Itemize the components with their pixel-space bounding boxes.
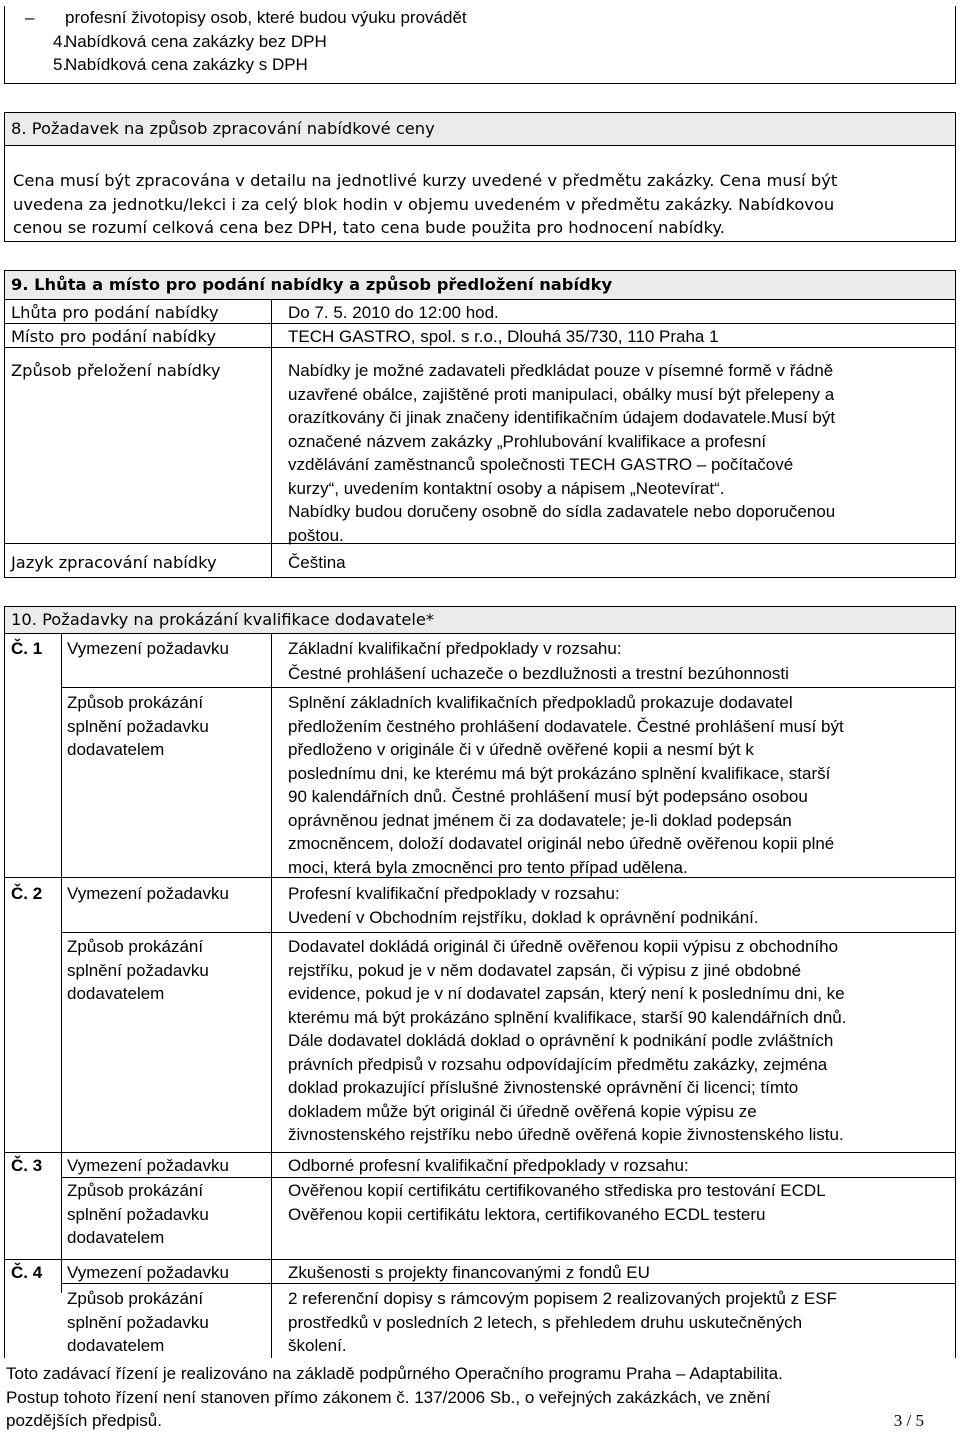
page-footer: Toto zadávací řízení je realizováno na základě podpůrného Operačního programu Praha – Adaptabilita. Postup tohoto řízení není stanoven přímo zákonem č. 137/2006 Sb., o veřejných zakázkách, ve znění pozdějších předpisů. xyxy=(6,1364,783,1430)
method-label-2: Způsob prokázání splnění požadavku dodavatelem xyxy=(67,937,209,1003)
page-number: 3 / 5 xyxy=(893,1411,924,1430)
section-10-heading: 10. Požadavky na prokázání kvalifikace dodavatele* xyxy=(11,610,435,629)
requirement-text-1: Základní kvalifikační předpoklady v rozsahu: Čestné prohlášení uchazeče o bezdlužnosti a trestní bezúhonnosti xyxy=(288,639,789,683)
language-value: Čeština xyxy=(288,553,346,572)
requirement-label-4: Vymezení požadavku xyxy=(67,1263,229,1282)
section-9-heading: 9. Lhůta a místo pro podání nabídky a způsob předložení nabídky xyxy=(11,275,613,294)
requirement-text-2: Profesní kvalifikační předpoklady v rozsahu: Uvedení v Obchodním rejstříku, doklad k oprávnění podnikání. xyxy=(288,884,759,927)
deadline-value: Do 7. 5. 2010 do 12:00 hod. xyxy=(288,303,499,322)
requirement-id-2: Č. 2 xyxy=(11,884,43,903)
section-9 xyxy=(4,270,956,578)
requirement-text-3: Odborné profesní kvalifikační předpoklady v rozsahu: xyxy=(288,1156,689,1175)
requirement-id-3: Č. 3 xyxy=(11,1156,43,1175)
method-label-4: Způsob prokázání splnění požadavku dodavatelem xyxy=(67,1289,209,1355)
submission-method-value: Nabídky je možné zadavateli předkládat pouze v písemné formě v řádně uzavřené obálce, zajištěné proti manipulaci, obálky musí být přelepeny a orazítkovány či jinak značeny identifikačním údajem dodavatele.Musí být označené názvem zakázky „Prohlubování kvalifikace a profesní vzdělávání zaměstnanců společnosti TECH GASTRO – počítačové kurzy“, uvedením kontaktní osoby a nápisem „Neotevírat“. Nabídky budou doručeny osobně do sídla zadavatele nebo doporučenou poštou. xyxy=(288,361,836,545)
place-value: TECH GASTRO, spol. s r.o., Dlouhá 35/730, 110 Praha 1 xyxy=(288,327,719,346)
requirement-label-1: Vymezení požadavku xyxy=(67,639,229,658)
method-text-3: Ověřenou kopií certifikátu certifikovaného střediska pro testování ECDL Ověřenou kopii certifikátu lektora, certifikovaného ECDL testeru xyxy=(288,1181,826,1224)
continued-list xyxy=(4,6,956,84)
method-text-4: 2 referenční dopisy s rámcovým popisem 2 realizovaných projektů z ESF prostředků v posledních 2 letech, s přehledem druhu uskutečněných školení. xyxy=(288,1289,837,1355)
section-8-heading: 8. Požadavek na způsob zpracování nabídkové ceny xyxy=(11,119,435,138)
requirement-id-4: Č. 4 xyxy=(11,1263,43,1282)
method-text-1: Splnění základních kvalifikačních předpokladů prokazuje dodavatel předložením čestného prohlášení dodavatele. Čestné prohlášení musí být předloženo v originále či v úředně ověřené kopii a nesmí být k poslednímu dni, ke kterému má být prokázáno splnění kvalifikace, starší 90 kalendářních dnů. Čestné prohlášení musí být podepsáno osobou oprávněnou jednat jménem či za dodavatele; je-li doklad podepsán zmocněncem, doloží dodavatel originál nebo úředně ověřenou kopii plné moci, která byla zmocněnci pro tento případ udělena. xyxy=(288,693,844,877)
section-8-paragraph: Cena musí být zpracována v detailu na jednotlivé kurzy uvedené v předmětu zakázky. Cena musí být uvedena za jednotku/lekci i za celý blok hodin v objemu uvedeném v předmětu zakázky. Nabídkovou cenou se rozumí celková cena bez DPH, tato cena bude použita pro hodnocení nabídky. xyxy=(13,171,838,237)
requirement-label-3: Vymezení požadavku xyxy=(67,1156,229,1175)
requirement-id-1: Č. 1 xyxy=(11,639,43,658)
section-8 xyxy=(4,112,956,242)
method-label-1: Způsob prokázání splnění požadavku dodavatelem xyxy=(67,693,209,759)
list-item: 4.Nabídková cena zakázky bez DPH xyxy=(53,31,327,51)
deadline-label: Lhůta pro podání nabídky xyxy=(11,303,219,322)
method-text-2: Dodavatel dokládá originál či úředně ověřenou kopii výpisu z obchodního rejstříku, pokud je v něm dodavatel zapsán, či výpisu z jiné obdobné evidence, pokud je v ní dodavatel zapsán, který není k poslednímu dni, ke kterému má být prokázáno splnění kvalifikace, starší 90 kalendářních dnů. Dále dodavatel dokládá doklad o oprávnění k podnikání podle zvláštních právních předpisů v rozsahu odpovídajícím předmětu zakázky, zejména doklad prokazující příslušné živnostenské oprávnění či licenci; tímto dokladem může být originál či úředně ověřená kopie výpisu ze živnostenského rejstříku nebo úředně ověřená kopie živnostenského listu. xyxy=(288,937,847,1144)
requirement-text-4: Zkušenosti s projekty financovanými z fondů EU xyxy=(288,1263,650,1282)
list-item: 5.Nabídková cena zakázky s DPH xyxy=(53,55,308,74)
method-label-3: Způsob prokázání splnění požadavku dodavatelem xyxy=(67,1181,209,1247)
place-label: Místo pro podání nabídky xyxy=(11,327,216,346)
list-item: – profesní životopisy osob, které budou výuku provádět xyxy=(25,8,467,27)
section-10 xyxy=(4,606,956,1358)
submission-method-label: Způsob přeložení nabídky xyxy=(11,361,221,380)
requirement-label-2: Vymezení požadavku xyxy=(67,884,229,903)
language-label: Jazyk zpracování nabídky xyxy=(11,553,217,572)
